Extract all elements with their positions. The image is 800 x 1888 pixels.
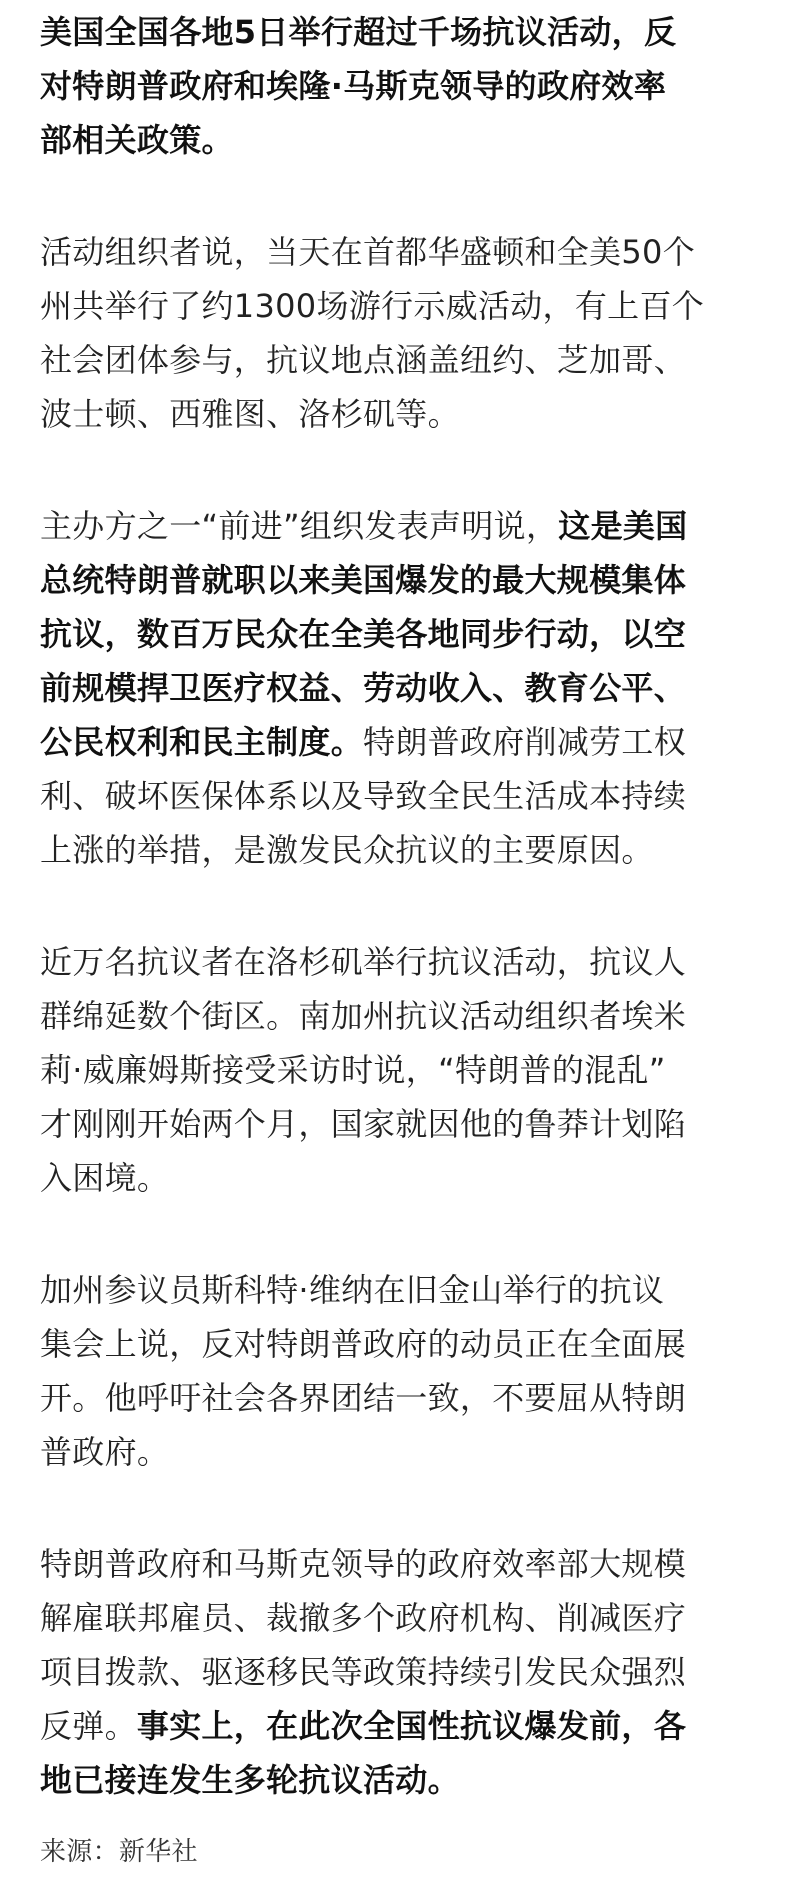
p2-line-4: 前规模捍卫医疗权益、劳动收入、教育公平、 bbox=[40, 669, 687, 707]
p5-line-4 bbox=[40, 1706, 686, 1746]
lead-line-3: 部相关政策。 bbox=[40, 121, 234, 159]
p1-line-2: 州共举行了约1300场游行示威活动，有上百个 bbox=[40, 287, 705, 325]
p2-line-1-normal: 主办方之一“前进”组织发表声明说， bbox=[40, 507, 559, 545]
p4-line-2: 集会上说，反对特朗普政府的动员正在全面展 bbox=[40, 1325, 687, 1363]
p1-line-1: 活动组织者说，当天在首都华盛顿和全美50个 bbox=[40, 233, 696, 271]
p2-line-6: 利、破坏医保体系以及导致全民生活成本持续 bbox=[40, 777, 687, 815]
p1-line-4: 波士顿、西雅图、洛杉矶等。 bbox=[40, 395, 460, 433]
lead-line-2: 对特朗普政府和埃隆·马斯克领导的政府效率 bbox=[40, 67, 667, 105]
p5-line-4-normal: 反弹。 bbox=[40, 1707, 137, 1745]
p4-line-3: 开。他呼吁社会各界团结一致，不要屈从特朗 bbox=[40, 1379, 687, 1417]
p1-line-3: 社会团体参与，抗议地点涵盖纽约、芝加哥、 bbox=[40, 341, 687, 379]
p5-line-1: 特朗普政府和马斯克领导的政府效率部大规模 bbox=[40, 1545, 687, 1583]
p5-line-4-bold: 事实上，在此次全国性抗议爆发前，各 bbox=[136, 1707, 687, 1745]
p2-line-7: 上涨的举措，是激发民众抗议的主要原因。 bbox=[40, 831, 654, 869]
p3-line-5: 入困境。 bbox=[40, 1159, 170, 1197]
p4-line-1: 加州参议员斯科特·维纳在旧金山举行的抗议 bbox=[40, 1271, 665, 1309]
lead-line-1: 美国全国各地5日举行超过千场抗议活动，反 bbox=[40, 13, 677, 51]
p5-line-2: 解雇联邦雇员、裁撤多个政府机构、削减医疗 bbox=[40, 1599, 687, 1637]
p5-line-5: 地已接连发生多轮抗议活动。 bbox=[40, 1761, 460, 1799]
p3-line-3: 莉·威廉姆斯接受采访时说，“特朗普的混乱” bbox=[40, 1051, 666, 1089]
p2-line-1-bold: 这是美国 bbox=[558, 507, 688, 545]
p3-line-4: 才刚刚开始两个月，国家就因他的鲁莽计划陷 bbox=[40, 1105, 687, 1143]
p2-line-2: 总统特朗普就职以来美国爆发的最大规模集体 bbox=[40, 561, 687, 599]
p4-line-4: 普政府。 bbox=[40, 1433, 170, 1471]
p3-line-2: 群绵延数个街区。南加州抗议活动组织者埃米 bbox=[40, 997, 687, 1035]
p2-line-5 bbox=[40, 722, 686, 762]
p2-line-1 bbox=[40, 506, 687, 546]
p3-line-1: 近万名抗议者在洛杉矶举行抗议活动，抗议人 bbox=[40, 943, 687, 981]
p2-line-5-normal: 特朗普政府削减劳工权 bbox=[363, 723, 687, 761]
p2-line-3: 抗议，数百万民众在全美各地同步行动，以空 bbox=[40, 615, 687, 653]
p5-line-3: 项目拨款、驱逐移民等政策持续引发民众强烈 bbox=[40, 1653, 687, 1691]
source-credit: 来源：新华社 bbox=[40, 1837, 198, 1867]
p2-line-5-bold: 公民权利和民主制度。 bbox=[40, 723, 364, 761]
